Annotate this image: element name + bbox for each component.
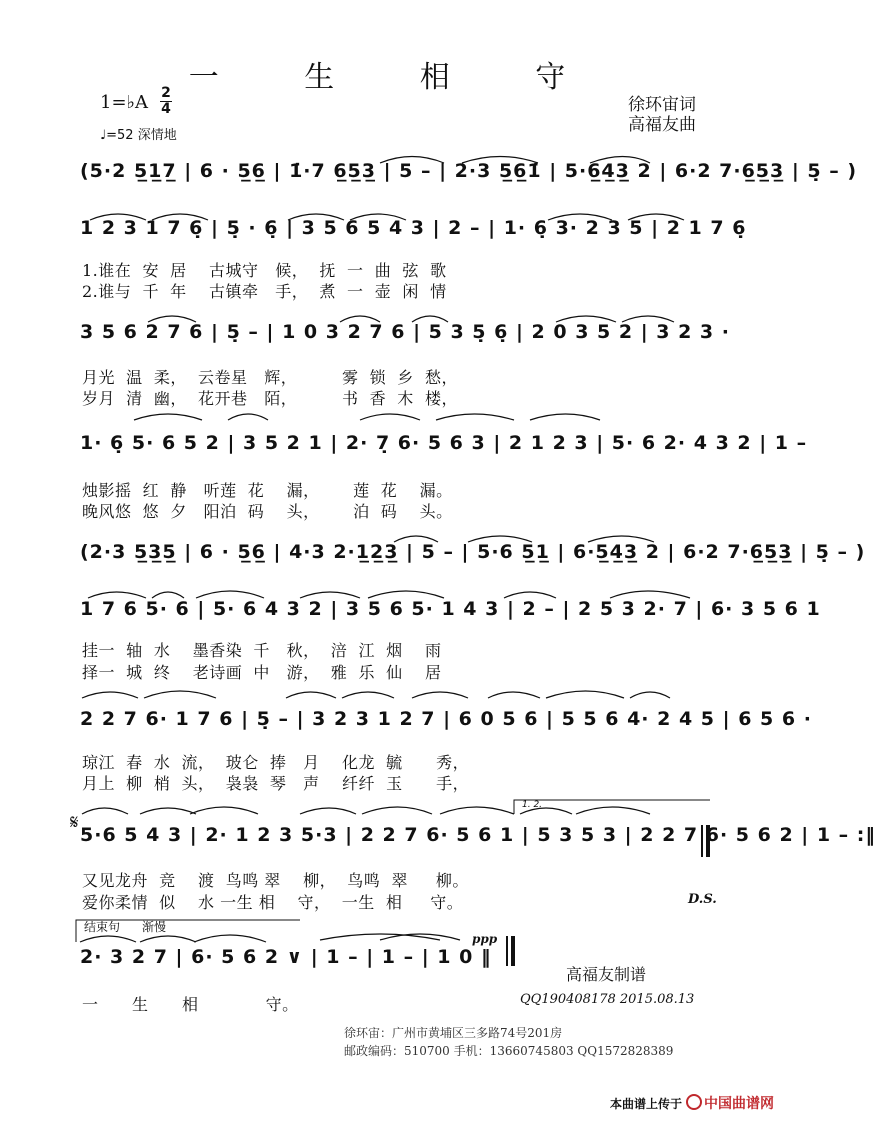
score-line-1: (5·2 5̲1̲7̲ | 6 · 5̲6̲ | 1̇·7 6̲5̲3̲ | 5 – | 2·3 5̲6̲1̇ | 5·6̲4̲3̲ 2 | 6·2 7·6̲5̲3̲ | 5̣ – ) [80, 160, 858, 182]
score-line-8: 5·6 5 4 3 | 2· 1 2 3 5·3 | 2 2 7 6· 5 6 1 | 5 3 5 3 | 2 2 7 6· 5 6 2 | 1 – :‖ [80, 824, 876, 846]
lyric-line-8-verse2: 爱你柔情 似 水 一生 相 守， 一生 相 守。 [82, 893, 464, 912]
lyric-line-3-verse1: 月光 温 柔， 云卷星 辉， 雾 锁 乡 愁， [82, 368, 458, 387]
score-line-5: (2·3 5̲3̲5̲ | 6 · 5̲6̲ | 4·3 2·1̲2̲3̲ | 5 – | 5·6 5̲1̲ | 6·5̲4̲3̲ 2 | 6·2 7·6̲5̲3̲ | 5̣ – ) [80, 541, 866, 563]
contact-phone: 邮政编码：510700 手机：13660745803 QQ1572828389 [344, 1044, 674, 1058]
dynamic-marking: ppp [472, 932, 498, 946]
ending-label: 结束句 [84, 920, 121, 934]
score-line-2: 1 2 3 1 7 6̣ | 5̣ · 6̣ | 3 5 6 5 4 3 | 2 – | 1· 6̣ 3· 2 3 5 | 2 1 7 6̣ [80, 217, 747, 239]
lyric-line-3-verse2: 岁月 清 幽， 花开巷 陌， 书 香 木 楼， [82, 389, 458, 408]
lyricist: 徐环宙词 [628, 95, 696, 115]
site-logo [686, 1093, 774, 1113]
lyric-line-7-verse2: 月上 柳 梢 头， 袅袅 琴 声 纤纤 玉 手， [82, 774, 470, 793]
logo-icon [686, 1094, 702, 1110]
lyric-line-6-verse2: 择一 城 终 老诗画 中 游， 雅 乐 仙 居 [82, 663, 442, 682]
logo-text: 中国曲谱网 [704, 1096, 774, 1112]
uploaded-note: 本曲谱上传于 [609, 1097, 682, 1111]
score-line-7: 2 2 7 6· 1 7 6 | 5̣ – | 3 2 3 1 2 7 | 6 0 5 6 | 5 5 6 4· 2 4 5 | 6 5 6 · [80, 708, 812, 730]
meter-top: 2 [161, 85, 171, 101]
lyric-line-4-verse2: 晚风悠 悠 夕 阳泊 码 头， 泊 码 头。 [82, 502, 453, 521]
lyric-line-9: 一 生 相 守。 [82, 995, 299, 1014]
lyric-line-2-verse1: 1.谁在 安 居 古城守 候， 抚 一 曲 弦 歌 [82, 261, 447, 280]
tempo-marking: ♩=52 深情地 [100, 128, 177, 143]
score-line-9: 2· 3 2 7 | 6· 5 6 2 ∨ | 1 – | 1 – | 1 0 ‖ [80, 946, 492, 968]
key-signature: 1=♭A [100, 92, 149, 113]
lyric-line-6-verse1: 挂一 轴 水 墨香染 千 秋， 涪 江 烟 雨 [82, 641, 442, 660]
arranger-credit: 高福友制谱 [566, 965, 647, 984]
dal-segno: D.S. [688, 892, 717, 907]
lyric-line-2-verse2: 2.谁与 千 年 古镇牵 手， 煮 一 壶 闲 情 [82, 282, 447, 301]
meter-bottom: 4 [161, 101, 171, 117]
contact-address: 徐环宙：广州市黄埔区三多路74号201房 [344, 1026, 563, 1040]
song-title: 一 生 相 守 [188, 60, 604, 95]
qq-date: QQ190408178 2015.08.13 [520, 992, 695, 1007]
lyric-line-7-verse1: 琼江 春 水 流， 玻仑 捧 月 化龙 毓 秀， [82, 753, 470, 772]
score-line-6: 1 7 6 5· 6 | 5· 6 4 3 2 | 3 5 6 5· 1 4 3 | 2 – | 2 5 3 2· 7 | 6· 3 5 6 1 [80, 598, 821, 620]
composer: 高福友曲 [628, 115, 696, 135]
volta-label: 1. 2. [522, 800, 543, 810]
ending-tempo: 渐慢 [142, 920, 167, 934]
lyric-line-8-verse1: 又见龙舟 竞 渡 鸟鸣 翠 柳， 鸟鸣 翠 柳。 [82, 871, 469, 890]
score-line-4: 1· 6̣ 5· 6 5 2 | 3 5 2 1 | 2· 7̣ 6· 5 6 3 | 2 1 2 3 | 5· 6 2· 4 3 2 | 1 – [80, 432, 808, 454]
lyric-line-4-verse1: 烛影摇 红 静 听莲 花 漏， 莲 花 漏。 [82, 481, 453, 500]
segno-sign: 𝄋 [70, 810, 79, 834]
time-signature [160, 86, 172, 116]
score-line-3: 3 5 6 2 7 6 | 5̣ – | 1 0 3 2 7 6 | 5 3 5̣ 6̣ | 2 0 3 5 2 | 3 2 3 · [80, 321, 730, 343]
